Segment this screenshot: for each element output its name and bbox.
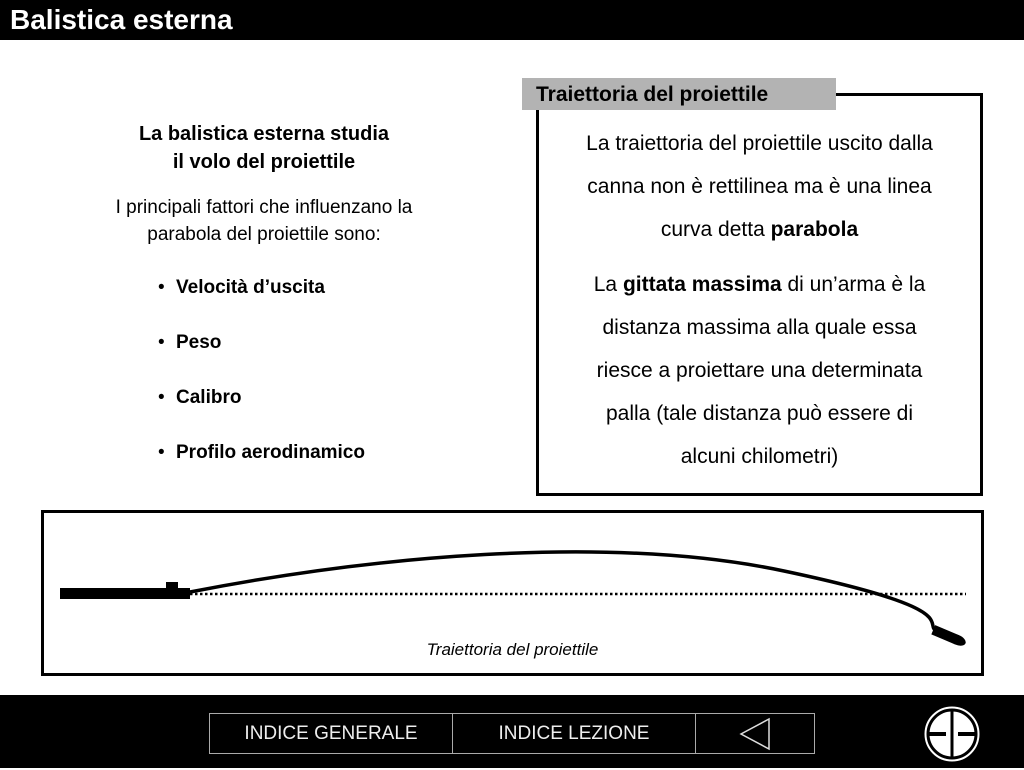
- info-box: [536, 93, 983, 496]
- list-item: [158, 384, 558, 411]
- info-box-top-border: [836, 93, 983, 96]
- navigation-bar: [209, 713, 815, 754]
- info-line: palla (tale distanza può essere di: [605, 402, 914, 425]
- info-text: di un’arma è la: [781, 273, 926, 296]
- back-triangle-icon: [738, 717, 772, 751]
- bullet-icon: •: [158, 442, 165, 463]
- info-text: La: [593, 273, 623, 296]
- list-item: [158, 439, 558, 466]
- intro-heading-line: il volo del proiettile: [172, 151, 356, 173]
- info-line: [544, 208, 975, 251]
- info-bold-text: parabola: [770, 218, 859, 241]
- factor-label: Peso: [176, 332, 222, 353]
- info-paragraph-range: [544, 263, 975, 478]
- intro-heading-line: La balistica esterna studia: [138, 123, 390, 145]
- info-line: alcuni chilometri): [680, 445, 839, 468]
- crosshair-button[interactable]: [920, 703, 984, 765]
- bullet-icon: •: [158, 277, 165, 298]
- page-title: Balistica esterna: [10, 4, 233, 35]
- info-line: riesce a proiettare una determinata: [596, 359, 923, 382]
- factor-label: Velocità d’uscita: [176, 277, 325, 298]
- info-bold-text: gittata massima: [622, 273, 782, 296]
- info-line: [544, 263, 975, 306]
- intro-section: [64, 120, 464, 494]
- factor-list: [158, 274, 558, 466]
- info-line: distanza massima alla quale essa: [602, 316, 917, 339]
- intro-heading: [64, 120, 464, 176]
- trajectory-diagram: [41, 510, 984, 676]
- info-line: canna non è rettilinea ma è una linea: [587, 175, 932, 198]
- factor-label: Calibro: [176, 387, 242, 408]
- crosshair-icon: [920, 703, 984, 765]
- list-item: [158, 274, 558, 301]
- info-line: La traiettoria del proiettile uscito dalla: [586, 132, 933, 155]
- info-box-tab: Traiettoria del proiettile: [522, 78, 836, 110]
- intro-text-line: parabola del proiettile sono:: [147, 224, 381, 245]
- info-paragraph-trajectory: [544, 122, 975, 251]
- bullet-icon: •: [158, 332, 165, 353]
- list-item: [158, 329, 558, 356]
- diagram-caption: Traiettoria del proiettile: [426, 640, 599, 659]
- trajectory-curve: [190, 552, 936, 631]
- nav-general-index-button[interactable]: INDICE GENERALE: [210, 714, 453, 753]
- intro-text: [64, 194, 464, 248]
- factor-label: Profilo aerodinamico: [176, 442, 365, 463]
- info-text: curva detta: [660, 218, 771, 241]
- gun-sight-shape: [166, 582, 178, 590]
- nav-lesson-index-button[interactable]: INDICE LEZIONE: [453, 714, 696, 753]
- header-bar: [0, 0, 1024, 40]
- intro-text-line: I principali fattori che influenzano la: [115, 197, 413, 218]
- back-button[interactable]: [696, 714, 814, 753]
- bullet-icon: •: [158, 387, 165, 408]
